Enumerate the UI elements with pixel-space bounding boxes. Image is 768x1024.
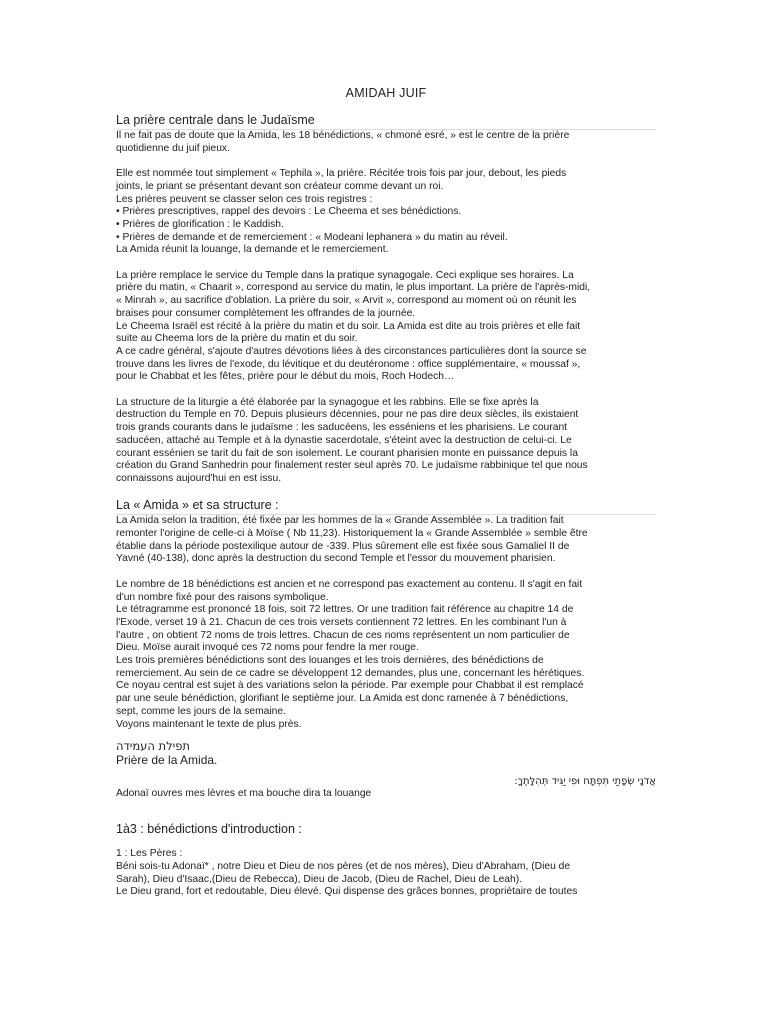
paragraph: La Amida selon la tradition, été fixée par les hommes de la « Grande Assemblée ». La tradition fait remonter l'origine de celle-ci à Moïse ( Nb 11,23). Historiquement la « Grande Assemblée » semble être établie dans la période postexilique autour de -339. Plus sûrement elle est fixée sous Gamaliel II de Yavné (40-138), donc après la destruction du second Temple et l'essor du mouvement pharisien. — [116, 515, 588, 565]
paragraph: La structure de la liturgie a été élaborée par la synagogue et les rabbins. Elle se fixe après la destruction du Temple en 70. Depuis plusieurs décennies, pour ne pas dire deux siècles, ils existaient trois grands courants dans le judaïsme : les saducéens, les esséniens et les pharisiens. Le courant saducéen, attaché au Temple et à la dynastie sacerdotale, s'éteint avec la destruction de celui-ci. Le courant essénien se tarit du fait de son isolement. Le courant pharisien monte en puissance depuis la création du Grand Sanhedrin pour finalement rester seul après 70. Le judaïsme rabbinique tel que nous connaissons aujourd'hui en est issu. — [116, 396, 588, 484]
paragraph: Le nombre de 18 bénédictions est ancien et ne correspond pas exactement au contenu. Il s'agit en fait d'un nombre fixé pour des raisons symbolique. Le tétragramme est prononcé 18 fois, soit 72 lettres. Or une tradition fait référence au chapitre 14 de l'Exode, verset 19 à 21. Chacun de ces trois versets contiennent 72 lettres. En les combinant l'un à l'autre , on obtient 72 noms de trois lettres. Chacun de ces noms représentent un nom particulier de Dieu. Moïse aurait invoqué ces 72 noms pour fendre la mer rouge. Les trois premières bénédictions sont des louanges et les trois dernières, des bénédictions de remerciement. Au sein de ce cadre se développent 12 demandes, plus une, concernant les hérétiques. Ce noyau central est sujet à des variations selon la période. Par exemple pour Chabbat il est remplacé par une seule bénédiction, glorifiant le septième jour. La Amida est donc ramenée à 7 bénédictions, sept, comme les jours de la semaine. Voyons maintenant le texte de plus près. — [116, 578, 585, 730]
hebrew-verse: אֲדֹנָי שְׂפָתַי תִּפְתָּח וּפִי יַגִּיד תְּהִלָּתֶךָ: — [514, 776, 656, 788]
section-heading-priere-centrale: La prière centrale dans le Judaïsme — [116, 113, 656, 130]
prayer-title: Prière de la Amida. — [116, 753, 218, 768]
document-title: AMIDAH JUIF — [345, 86, 427, 100]
verse-translation: Adonaï ouvres mes lèvres et ma bouche dira ta louange — [116, 788, 372, 800]
paragraph: Il ne fait pas de doute que la Amida, les 18 bénédictions, « chmoné esré, » est le centre de la prière quotidienne du juif pieux. — [116, 130, 570, 154]
paragraph: La prière remplace le service du Temple dans la pratique synagogale. Ceci explique ses horaires. La prière du matin, « Chaarit », correspond au service du matin, le plus important. La prière de l'après-midi, « Minrah », au sacrifice d'oblation. La prière du soir, « Arvit », correspond au moment où on réunit les braises pour consumer complètement les offrandes de la journée. Le Cheema Israël est récité à la prière du matin et du soir. La Amida est dite au trois prières et elle fait suite au Cheema lors de la prière du matin et du soir. A ce cadre général, s'ajoute d'autres dévotions liées à des circonstances particulières dont la source se trouve dans les livres de l'exode, du lévitique et du deutéronome : office supplémentaire, « moussaf », pour le Chabbat et les fêtes, prière pour le début du mois, Roch Hodech… — [116, 269, 591, 383]
paragraph: Elle est nommée tout simplement « Tephila », la prière. Récitée trois fois par jour, debout, les pieds joints, le priant se présentant devant son créateur comme devant un roi. Les prières peuvent se classer selon ces trois registres : • Prières prescriptives, rappel des devoirs : Le Cheema et ses bénédictions. • Prières de glorification : le Kaddish. • Prières de demande et de remerciement : « Modeani lephanera » du matin au réveil. La Amida réunit la louange, la demande et le remerciement. — [116, 168, 567, 256]
section-heading-amida-structure: La « Amida » et sa structure : — [116, 498, 656, 515]
section-heading-benedictions-introduction: 1à3 : bénédictions d'introduction : — [116, 821, 302, 836]
document-body — [116, 86, 656, 899]
hebrew-prayer-title: תפילת העמידה — [116, 739, 190, 754]
paragraph: 1 : Les Pères : Béni sois-tu Adonaï* , notre Dieu et Dieu de nos pères (et de nos mères), Dieu d'Abraham, (Dieu de Sarah), Dieu d'Isaac,(Dieu de Rebecca), Dieu de Jacob, (Dieu de Rachel, Dieu de Leah). Le Dieu grand, fort et redoutable, Dieu élevé. Qui dispense des grâces bonnes, propriétaire de toutes — [116, 848, 578, 898]
